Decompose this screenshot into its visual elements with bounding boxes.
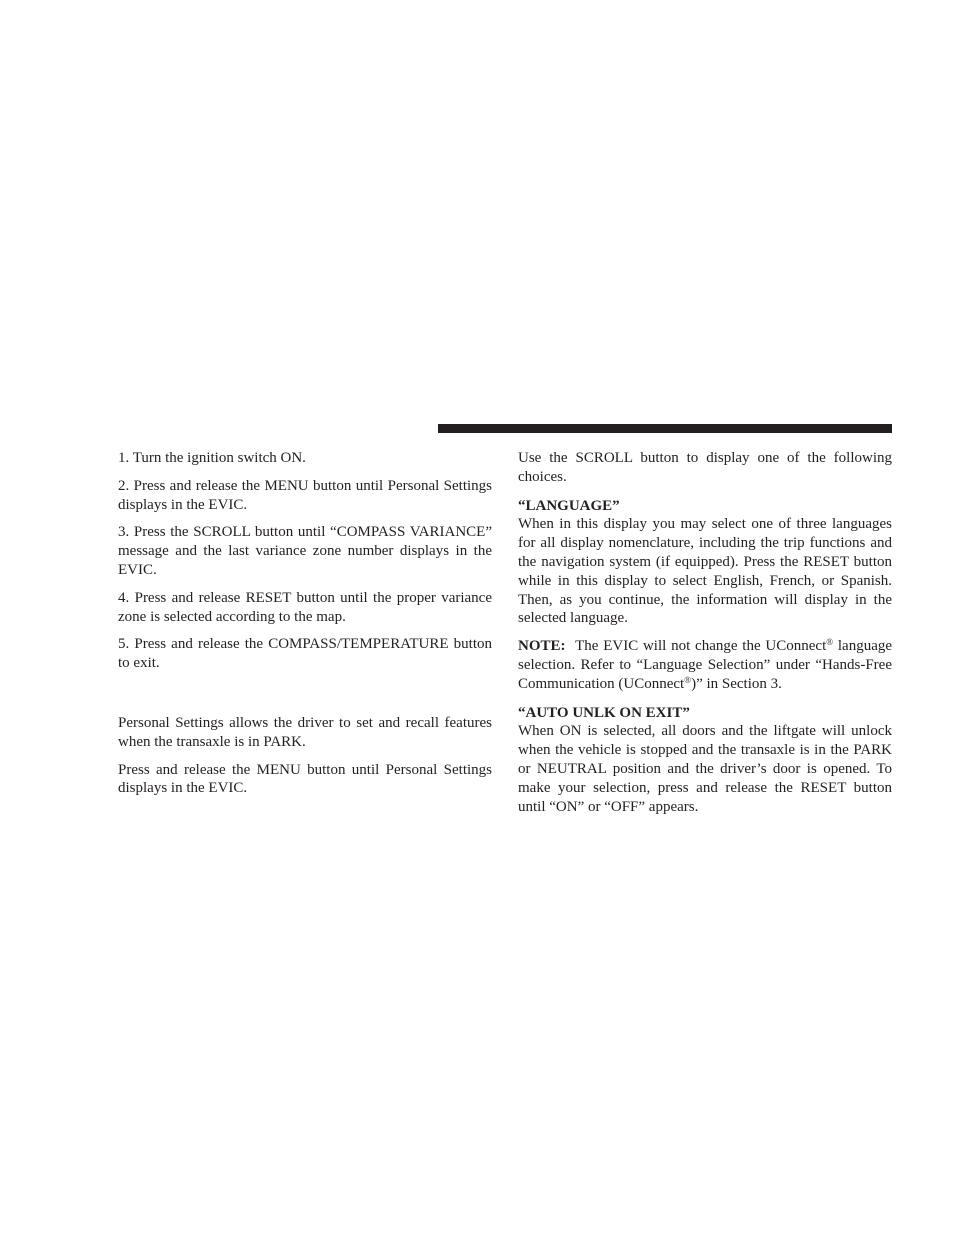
step-2: 2. Press and release the MENU button until Personal Settings displays in the EVIC. <box>118 477 492 513</box>
personal-settings-intro: Personal Settings allows the driver to set and recall features when the transaxle is in PARK. <box>118 714 492 750</box>
note-paragraph <box>518 637 892 693</box>
auto-unlock-text: When ON is selected, all doors and the liftgate will unlock when the vehicle is stopped and the transaxle is in the PARK or NEUTRAL position and the driver’s door is opened. To make your selection, press and release the RESET button until “ON” or “OFF” appears. <box>518 723 892 815</box>
registered-mark: ® <box>684 674 692 685</box>
language-text: When in this display you may select one of three languages for all display nomenclature, including the trip functions and the navigation system (if equipped). Press the RESET button while in this display to select English, French, or Spanish. Then, as you continue, the information will display in the selected language. <box>518 516 892 627</box>
right-column <box>518 449 892 816</box>
auto-unlock-heading: “AUTO UNLK ON EXIT” <box>518 704 690 721</box>
scroll-intro: Use the SCROLL button to display one of the following choices. <box>518 450 892 485</box>
note-text-3: )” in Section 3. <box>691 675 782 692</box>
language-heading: “LANGUAGE” <box>518 497 620 514</box>
step-5: 5. Press and release the COMPASS/TEMPERATURE button to exit. <box>118 636 492 672</box>
left-column <box>118 449 492 798</box>
personal-settings-press: Press and release the MENU button until Personal Settings displays in the EVIC. <box>118 761 492 797</box>
note-text-2: language selection. Refer to “Language Selection” under “Hands-Free Communication (UConnect <box>518 638 893 692</box>
section-header-rule <box>438 424 892 433</box>
registered-mark: ® <box>826 637 834 648</box>
step-1: 1. Turn the ignition switch ON. <box>118 450 306 466</box>
step-4: 4. Press and release RESET button until the proper variance zone is selected according to the map. <box>118 589 492 625</box>
note-label: NOTE: <box>518 638 566 655</box>
step-3: 3. Press the SCROLL button until “COMPASS VARIANCE” message and the last variance zone number displays in the EVIC. <box>118 524 492 578</box>
note-text-1: The EVIC will not change the UConnect <box>575 638 827 655</box>
